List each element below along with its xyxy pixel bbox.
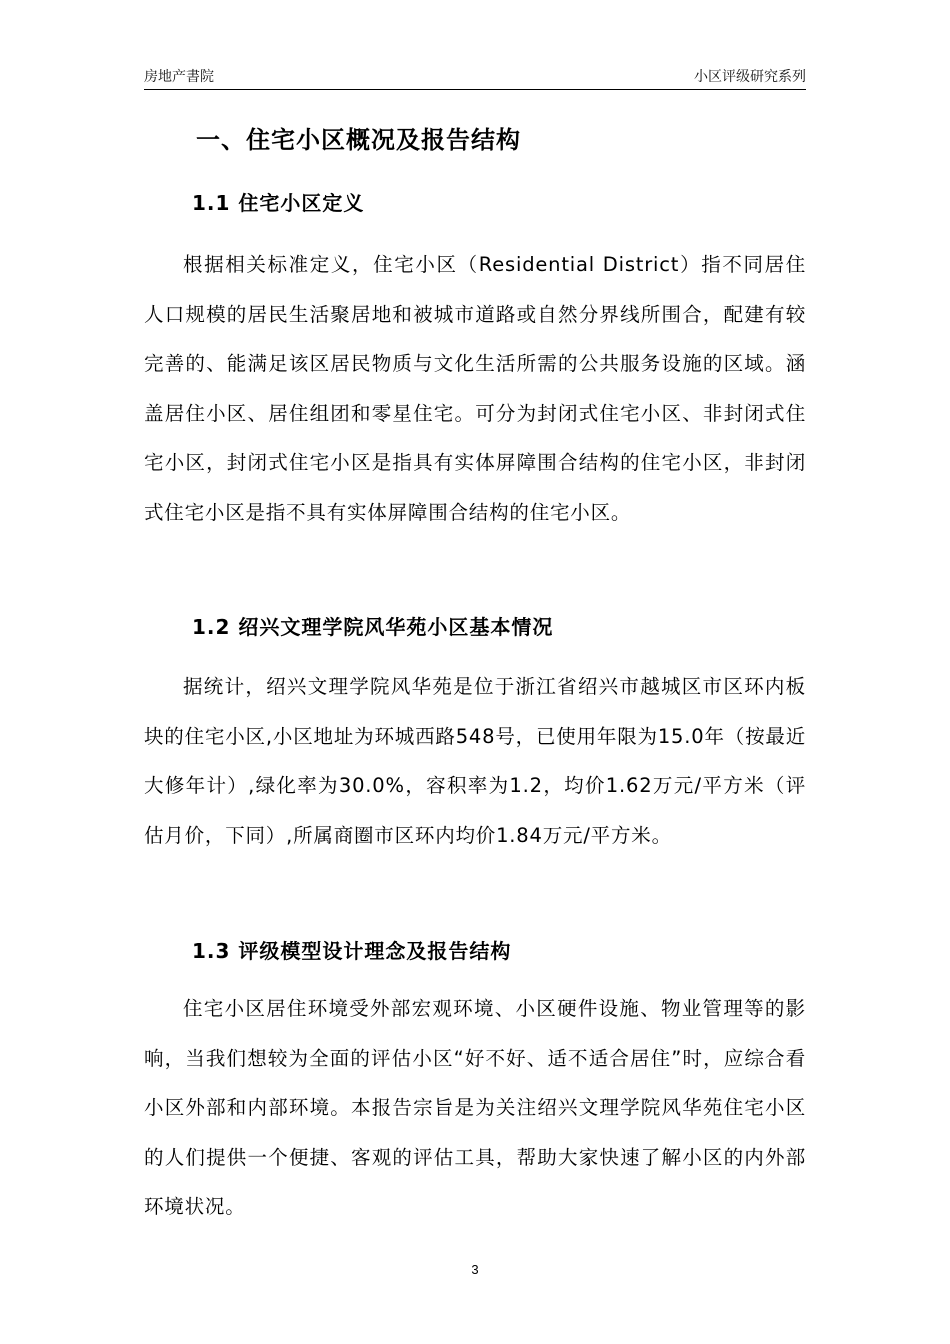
section-heading-1-1: 1.1 住宅小区定义 (192, 191, 365, 215)
page-header (144, 66, 806, 90)
section-heading-1-3: 1.3 评级模型设计理念及报告结构 (192, 939, 512, 963)
page-number: 3 (471, 1262, 479, 1277)
section-body-1-2: 据统计，绍兴文理学院风华苑是位于浙江省绍兴市越城区市区环内板块的住宅小区,小区地址为环城西路548号，已使用年限为15.0年（按最近大修年计）,绿化率为30.0%，容积率为1.2，均价1.62万元/平方米（评估月价，下同）,所属商圈市区环内均价1.84万元/平方米。 (144, 675, 806, 847)
chapter-heading: 一、住宅小区概况及报告结构 (196, 126, 521, 154)
header-divider (144, 89, 806, 90)
header-series-title: 小区评级研究系列 (694, 69, 806, 85)
section-heading-1-2: 1.2 绍兴文理学院风华苑小区基本情况 (192, 615, 554, 639)
header-publisher: 房地产書院 (144, 69, 214, 85)
section-body-1-1: 根据相关标准定义，住宅小区（Residential District）指不同居住人口规模的居民生活聚居地和被城市道路或自然分界线所围合，配建有较完善的、能满足该区居民物质与文化生活所需的公共服务设施的区域。涵盖居住小区、居住组团和零星住宅。可分为封闭式住宅小区、非封闭式住宅小区，封闭式住宅小区是指具有实体屏障围合结构的住宅小区，非封闭式住宅小区是指不具有实体屏障围合结构的住宅小区。 (144, 253, 806, 524)
section-body-1-3: 住宅小区居住环境受外部宏观环境、小区硬件设施、物业管理等的影响，当我们想较为全面的评估小区“好不好、适不适合居住”时，应综合看小区外部和内部环境。本报告宗旨是为关注绍兴文理学院风华苑住宅小区的人们提供一个便捷、客观的评估工具，帮助大家快速了解小区的内外部环境状况。 (144, 997, 806, 1218)
